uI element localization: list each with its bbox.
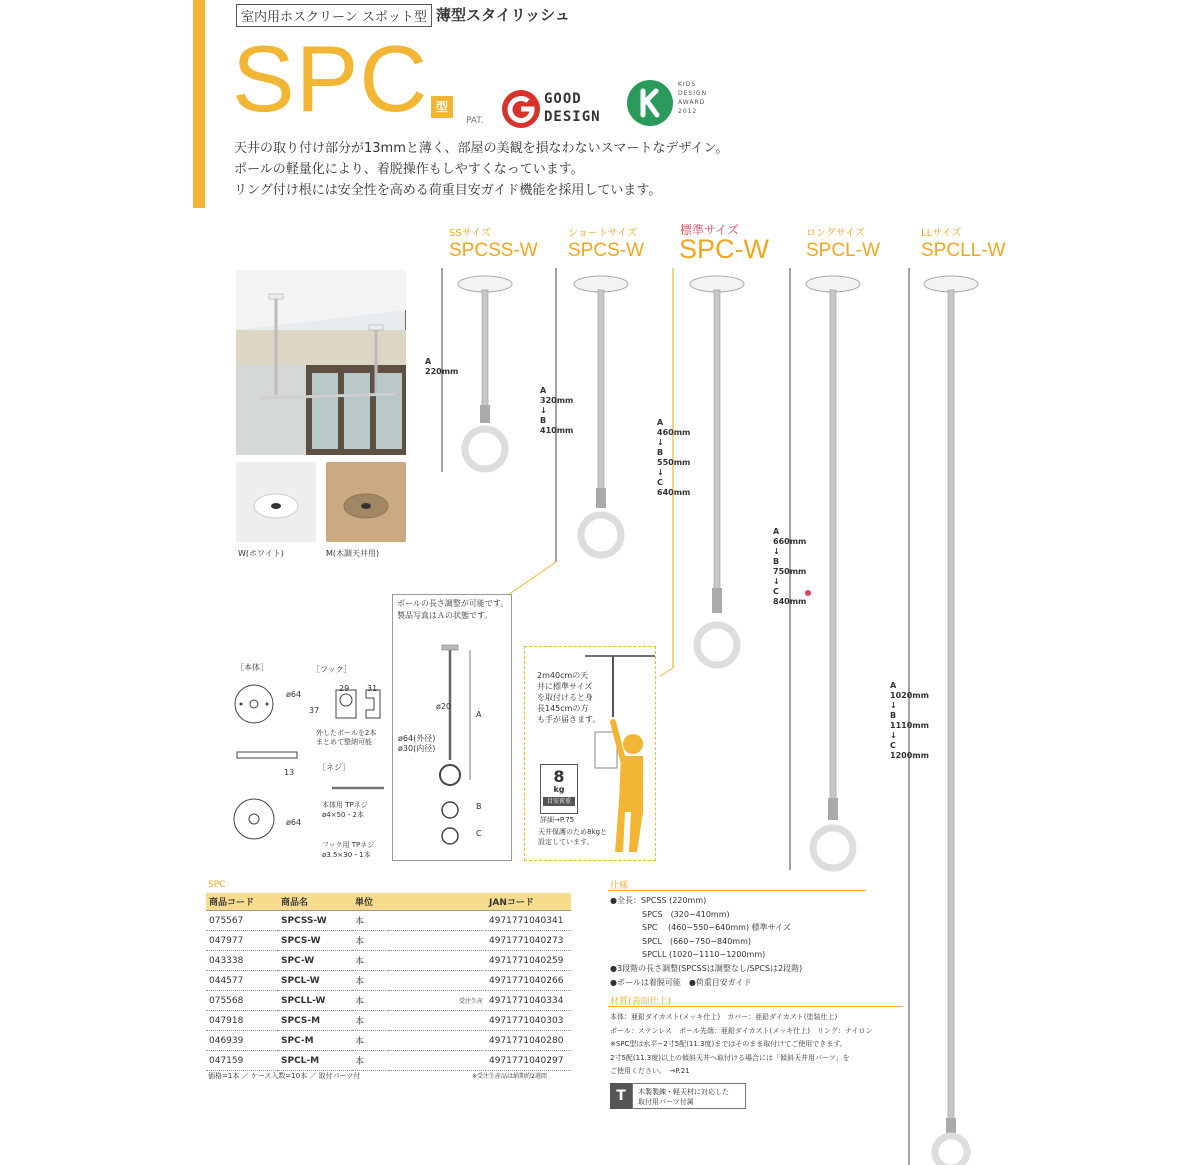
kids-design-text: KIDS DESIGN AWARD 2012	[678, 81, 708, 115]
material-list: 本体：亜鉛ダイカスト(メッキ仕上) カバー：亜鉛ダイカスト(塗装仕上) ポール：ステンレス ポール先端：亜鉛ダイカスト(メッキ仕上) リング：ナイロン ※SPC型は水平−2寸5配(11.3度)まではそのまま取付けてご使用できます。 2寸5配(11.3度)以上の傾斜天井へ取付ける場合には「傾斜天井用パーツ」を ご使用ください。 →P.21	[610, 1013, 873, 1075]
table-footnote-right: ※受注生産品は納期約2週間	[472, 1073, 547, 1080]
height-note: 2m40cmの天 井に標準サイズ を取付けると身 長145cmの方 も手が届きます。	[537, 671, 601, 724]
adjust-d30: ø30(内径)	[398, 744, 436, 753]
good-design-text: GOOD DESIGN	[544, 91, 601, 125]
load-badge: 8 kg 目安荷重	[540, 764, 578, 814]
col-note	[388, 893, 486, 911]
adjust-c: C	[476, 829, 482, 838]
material-rule	[608, 1006, 903, 1007]
spec-rule	[608, 890, 866, 891]
size-label-short: ショートサイズ	[568, 228, 637, 239]
wood-finish-caption: M(木調天井用)	[326, 549, 380, 558]
load-detail-ref: 詳細→P.75	[540, 816, 575, 824]
dims-spcll: A 1020mm ↓ B 1110mm ↓ C 1200mm	[890, 681, 929, 760]
product-table	[206, 893, 571, 1071]
adjust-d64: ø64(外径)	[398, 734, 436, 743]
dims-spcss: A 220mm	[425, 357, 459, 376]
adjust-note: ポールの長さ調整が可能です。 製品写真はＡの状態です。	[397, 599, 509, 620]
col-unit: 単位	[352, 893, 388, 911]
dim-31: 31	[367, 684, 378, 693]
col-code: 商品コード	[206, 893, 278, 911]
adjust-d20: ø20	[436, 702, 452, 711]
table-row: 044577 SPCL-W 本 4971771040266	[206, 971, 571, 991]
size-label-long: ロングサイズ	[806, 228, 865, 239]
dims-spcl: A 660mm ↓ B 750mm ↓ C 840mm	[773, 527, 807, 606]
size-label-ll: LLサイズ	[921, 228, 962, 239]
category-tag: 室内用ホスクリーン スポット型	[236, 4, 432, 27]
tagline: 薄型スタイリッシュ	[436, 6, 570, 24]
spec-list: ●全長：SPCSS (220mm) SPCS (320−410mm) SPC (460−550−640mm) 標準サイズ SPCL (660−750−840mm) SPCLL (1020−1110−1200mm) ●3段階の長さ調整(SPCSSは調整なし/SPCSは2段階) ●ポールは着脱可能 ●荷重目安ガイド	[610, 896, 803, 987]
dims-spc: A 460mm ↓ B 550mm ↓ C 640mm	[657, 418, 691, 497]
screw-hook-note: フック用 TPネジ ø3.5×30・1本	[322, 841, 375, 859]
table-footnote-left: 価格=1本 ／ ケース入数=10本 ／ 取付パーツ付	[208, 1072, 361, 1080]
material-title: 材質(表面仕上)	[610, 997, 672, 1007]
table-row: 046939 SPC-M 本 4971771040280	[206, 1031, 571, 1051]
patent-mark: PAT.	[466, 116, 484, 126]
model-spcl-w: SPCL-W	[806, 240, 880, 261]
parts-body-label: ［本体］	[236, 663, 268, 672]
hook-note: 外したポールを2本 まとめて整納可能	[316, 729, 377, 746]
spec-title: 仕様	[610, 881, 629, 891]
model-spcs-w: SPCS-W	[568, 240, 644, 261]
dim-29: 29	[339, 684, 350, 693]
wood-part-note: 木製製錬・軽天材に対応した 取付用パーツ付属	[638, 1088, 729, 1106]
table-header-row	[206, 893, 571, 911]
model-spcss-w: SPCSS-W	[449, 240, 538, 261]
table-row: 047159 SPCL-M 本 4971771040297	[206, 1051, 571, 1071]
table-title: SPC	[208, 880, 226, 890]
table-row: 043338 SPC-W 本 4971771040259	[206, 951, 571, 971]
col-name: 商品名	[278, 893, 352, 911]
size-label-standard: 標準サイズ	[680, 223, 740, 237]
parts-hook-label: ［フック］	[312, 665, 352, 674]
dim-64-top: ø64	[286, 690, 302, 699]
adjust-b: B	[476, 802, 482, 811]
dim-13: 13	[284, 768, 295, 777]
wood-part-icon: T	[610, 1083, 632, 1109]
type-badge: 型	[431, 96, 453, 118]
parts-screw-label: ［ネジ］	[318, 763, 351, 772]
dims-spcs: A 320mm ↓ B 410mm	[540, 386, 574, 435]
white-finish-caption: W(ホワイト)	[238, 549, 284, 558]
table-row: 075568 SPCLL-W 本 受注生産 4971771040334	[206, 991, 571, 1011]
dim-64-bottom: ø64	[286, 818, 302, 827]
model-spcll-w: SPCLL-W	[921, 240, 1006, 261]
table-row: 047918 SPCS-M 本 4971771040303	[206, 1011, 571, 1031]
product-description: 天井の取り付け部分が13mmと薄く、部屋の美観を損なわないスマートなデザイン。 ポールの軽量化により、着脱操作もしやすくなっています。 リング付け根には安全性を高める荷重目安ガイド機能を採用しています。	[234, 141, 729, 198]
load-note: 天井保護のため8kgと 設定しています。	[538, 828, 607, 846]
table-row: 047977 SPCS-W 本 4971771040273	[206, 931, 571, 951]
dim-37: 37	[309, 706, 320, 715]
screw-body-note: 本体用 TPネジ ø4×50・2本	[322, 801, 368, 819]
table-row: 075567 SPCSS-W 本 4971771040341	[206, 911, 571, 931]
col-jan: JANコード	[486, 893, 571, 911]
adjust-a: A	[476, 710, 482, 719]
brand-title: SPC	[232, 26, 429, 131]
model-spc-w: SPC-W	[679, 234, 769, 264]
size-label-ss: SSサイズ	[449, 228, 491, 239]
